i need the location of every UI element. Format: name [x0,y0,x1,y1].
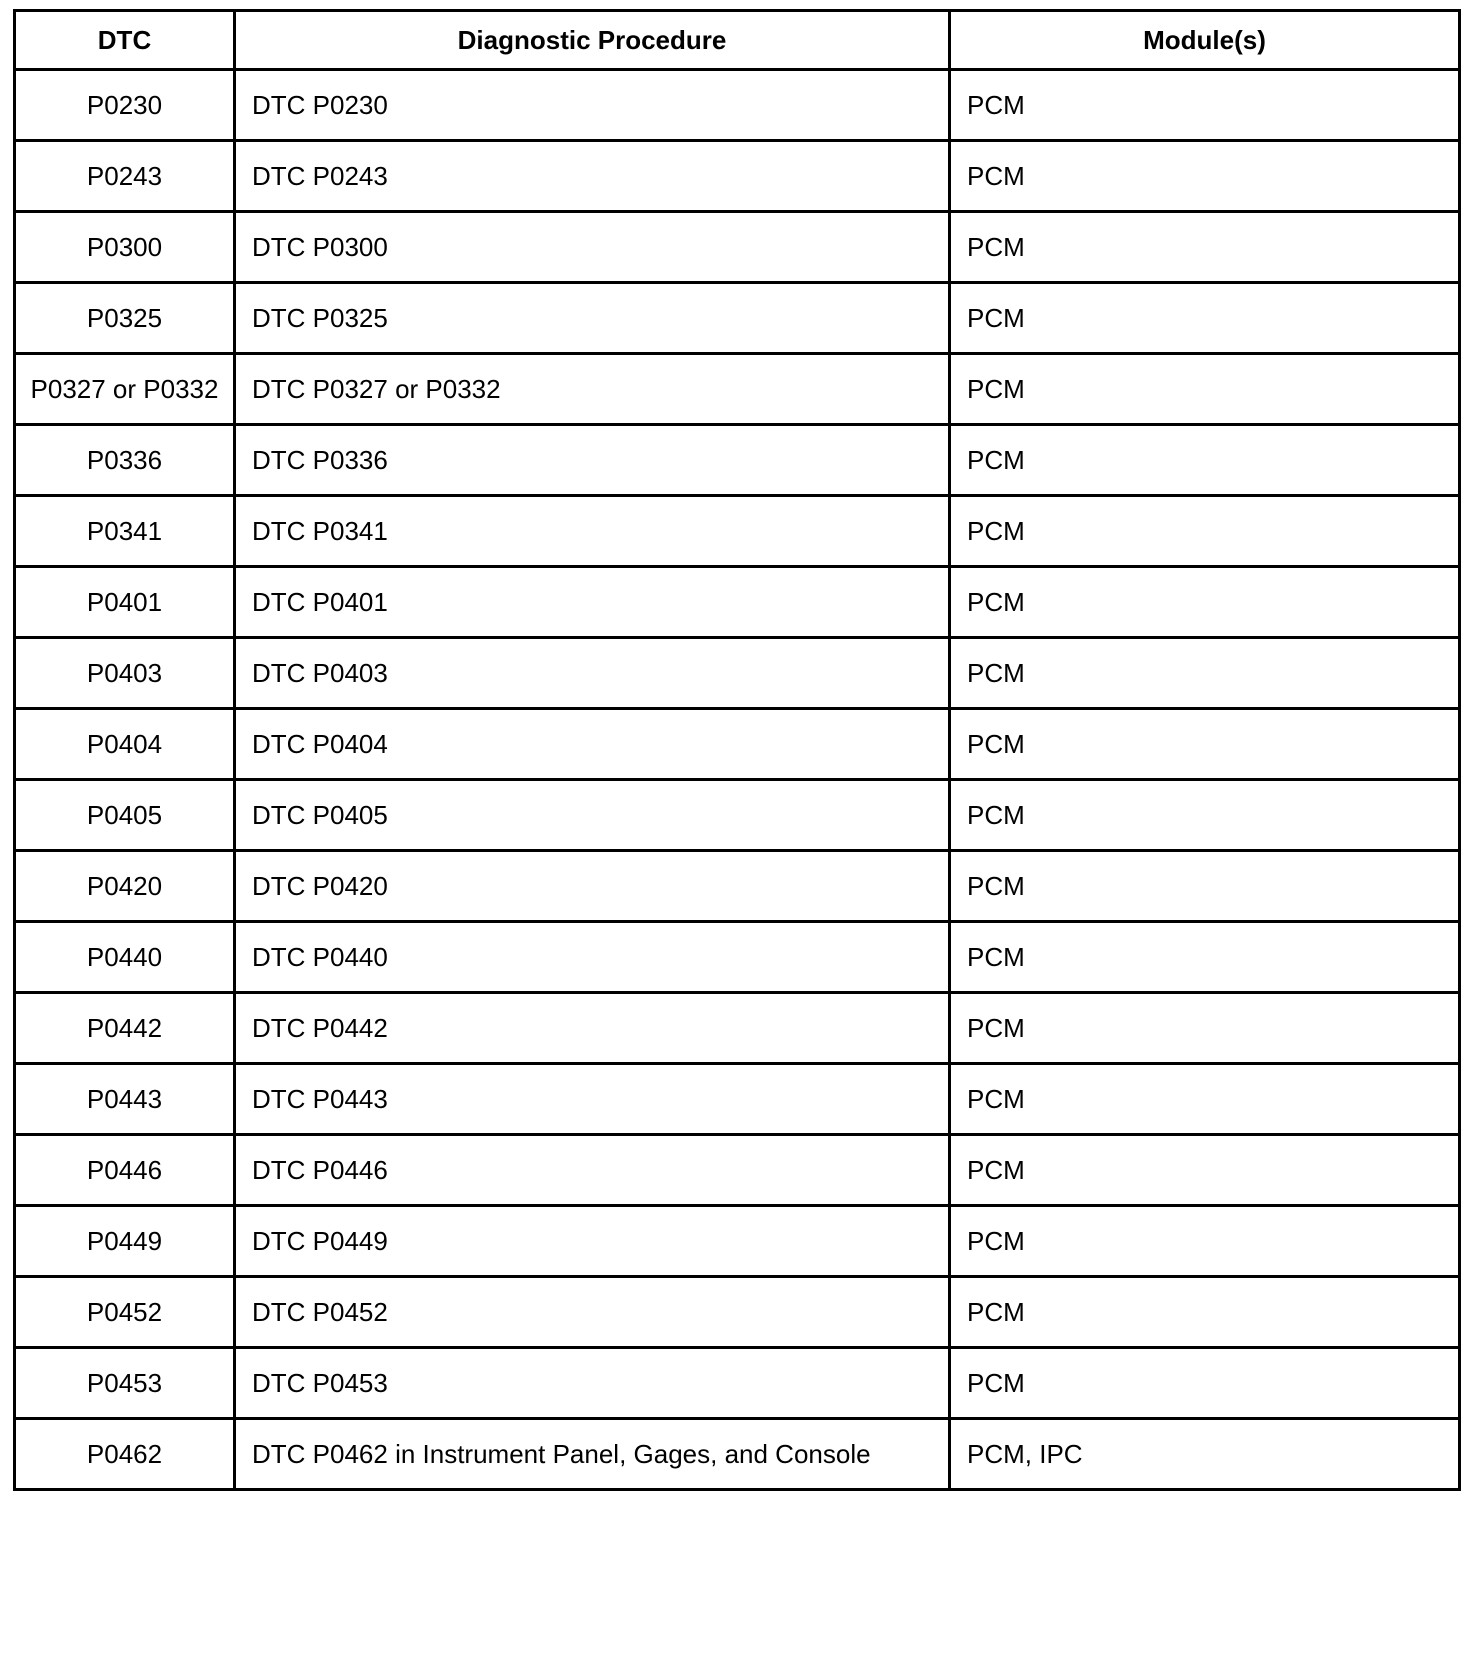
diagnostic-procedure-cell: DTC P0446 [235,1135,950,1206]
dtc-code-cell: P0243 [15,141,235,212]
modules-cell: PCM [950,1135,1460,1206]
dtc-code-cell: P0420 [15,851,235,922]
table-row [15,1419,1460,1490]
dtc-code-cell: P0327 or P0332 [15,354,235,425]
table-row [15,1064,1460,1135]
modules-cell: PCM [950,1206,1460,1277]
dtc-code-cell: P0325 [15,283,235,354]
diagnostic-procedure-cell: DTC P0327 or P0332 [235,354,950,425]
table-row [15,1277,1460,1348]
dtc-code-cell: P0442 [15,993,235,1064]
table-row [15,851,1460,922]
dtc-code-cell: P0405 [15,780,235,851]
diagnostic-procedure-cell: DTC P0243 [235,141,950,212]
modules-cell: PCM [950,638,1460,709]
dtc-code-cell: P0336 [15,425,235,496]
dtc-code-cell: P0440 [15,922,235,993]
diagnostic-procedure-cell: DTC P0325 [235,283,950,354]
table-row [15,1135,1460,1206]
table-row [15,709,1460,780]
diagnostic-procedure-cell: DTC P0401 [235,567,950,638]
modules-cell: PCM [950,496,1460,567]
dtc-code-cell: P0403 [15,638,235,709]
dtc-code-cell: P0449 [15,1206,235,1277]
table-row [15,283,1460,354]
modules-cell: PCM [950,922,1460,993]
diagnostic-procedure-cell: DTC P0462 in Instrument Panel, Gages, and Console [235,1419,950,1490]
header-dtc: DTC [15,11,235,70]
modules-cell: PCM [950,1348,1460,1419]
modules-cell: PCM [950,780,1460,851]
diagnostic-procedure-cell: DTC P0452 [235,1277,950,1348]
table-row [15,993,1460,1064]
dtc-code-cell: P0452 [15,1277,235,1348]
modules-cell: PCM [950,709,1460,780]
dtc-table [13,9,1461,1491]
dtc-code-cell: P0341 [15,496,235,567]
modules-cell: PCM [950,567,1460,638]
diagnostic-procedure-cell: DTC P0336 [235,425,950,496]
modules-cell: PCM, IPC [950,1419,1460,1490]
modules-cell: PCM [950,212,1460,283]
header-diagnostic-procedure: Diagnostic Procedure [235,11,950,70]
table-header [15,11,1460,70]
modules-cell: PCM [950,993,1460,1064]
dtc-code-cell: P0404 [15,709,235,780]
modules-cell: PCM [950,283,1460,354]
table-row [15,425,1460,496]
modules-cell: PCM [950,354,1460,425]
diagnostic-procedure-cell: DTC P0442 [235,993,950,1064]
diagnostic-procedure-cell: DTC P0300 [235,212,950,283]
dtc-code-cell: P0230 [15,70,235,141]
dtc-code-cell: P0300 [15,212,235,283]
table-row [15,638,1460,709]
modules-cell: PCM [950,851,1460,922]
dtc-code-cell: P0453 [15,1348,235,1419]
diagnostic-procedure-cell: DTC P0405 [235,780,950,851]
diagnostic-procedure-cell: DTC P0420 [235,851,950,922]
diagnostic-procedure-cell: DTC P0440 [235,922,950,993]
modules-cell: PCM [950,70,1460,141]
header-row [15,11,1460,70]
table-row [15,212,1460,283]
dtc-code-cell: P0401 [15,567,235,638]
diagnostic-procedure-cell: DTC P0443 [235,1064,950,1135]
table-row [15,141,1460,212]
diagnostic-procedure-cell: DTC P0403 [235,638,950,709]
table-body [15,70,1460,1490]
modules-cell: PCM [950,1277,1460,1348]
diagnostic-procedure-cell: DTC P0230 [235,70,950,141]
table-row [15,70,1460,141]
header-modules: Module(s) [950,11,1460,70]
table-row [15,567,1460,638]
modules-cell: PCM [950,141,1460,212]
diagnostic-procedure-cell: DTC P0449 [235,1206,950,1277]
modules-cell: PCM [950,425,1460,496]
table-row [15,496,1460,567]
diagnostic-procedure-cell: DTC P0453 [235,1348,950,1419]
table-row [15,354,1460,425]
dtc-code-cell: P0443 [15,1064,235,1135]
dtc-code-cell: P0462 [15,1419,235,1490]
dtc-code-cell: P0446 [15,1135,235,1206]
table-row [15,1348,1460,1419]
modules-cell: PCM [950,1064,1460,1135]
diagnostic-procedure-cell: DTC P0341 [235,496,950,567]
table-row [15,1206,1460,1277]
diagnostic-procedure-cell: DTC P0404 [235,709,950,780]
table-row [15,922,1460,993]
table-row [15,780,1460,851]
